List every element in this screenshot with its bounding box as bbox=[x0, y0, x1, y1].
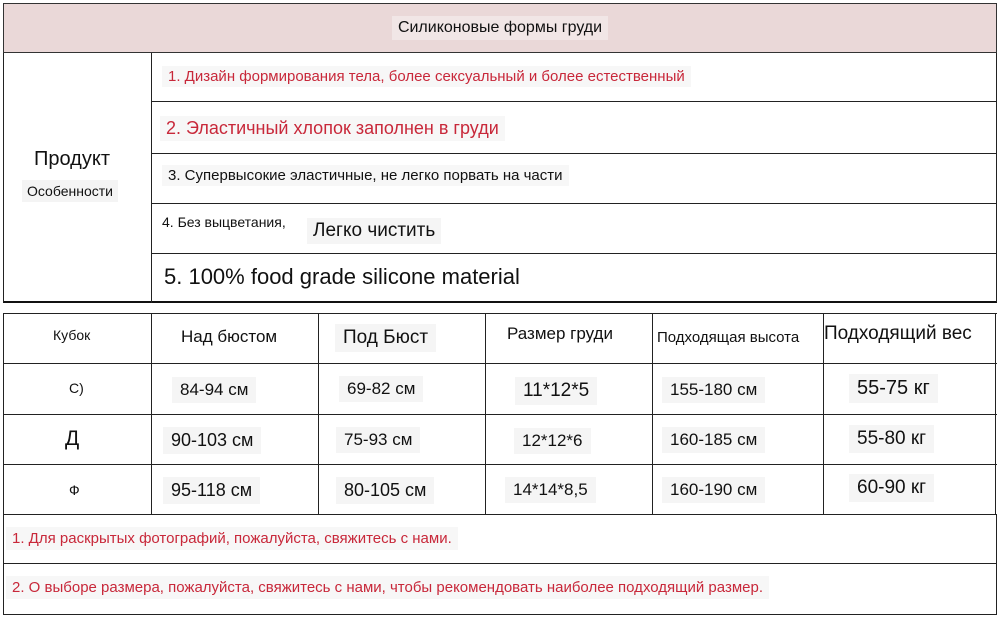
note-2: 2. О выборе размера, пожалуйста, свяжитесь с нами, чтобы рекомендовать наиболее подходящий размер. bbox=[6, 576, 769, 599]
table-cell: 75-93 см bbox=[336, 427, 420, 453]
feature-4: 4. Без выцветания, bbox=[162, 214, 286, 230]
table-line bbox=[3, 313, 4, 515]
table-header-cell: Под Бюст bbox=[335, 324, 436, 352]
table-cell: 55-80 кг bbox=[849, 425, 934, 453]
table-header-cell: Подходящая высота bbox=[657, 329, 800, 346]
feature-divider bbox=[151, 203, 997, 204]
title-bar bbox=[3, 3, 997, 53]
feature-4-suffix: Легко чистить bbox=[307, 218, 441, 244]
table-cell: 55-75 кг bbox=[849, 374, 938, 403]
table-cell: 14*14*8,5 bbox=[505, 477, 596, 503]
table-header-cell: Подходящий вес bbox=[824, 323, 972, 344]
table-cell: С) bbox=[69, 380, 84, 396]
feature-divider bbox=[151, 253, 997, 254]
table-line bbox=[151, 313, 152, 515]
table-cell: 155-180 см bbox=[662, 377, 765, 403]
table-cell: 69-82 см bbox=[339, 376, 423, 402]
table-cell: 160-185 см bbox=[662, 427, 765, 453]
feature-divider bbox=[151, 153, 997, 154]
table-line bbox=[485, 313, 486, 515]
table-line bbox=[652, 313, 653, 515]
table-cell: Ф bbox=[69, 482, 80, 498]
table-cell: Д bbox=[65, 427, 80, 450]
feature-3: 3. Супервысокие эластичные, не легко порвать на части bbox=[162, 165, 569, 186]
table-cell: 80-105 см bbox=[336, 477, 434, 504]
table-cell: 84-94 см bbox=[172, 377, 256, 403]
table-header-cell: Над бюстом bbox=[181, 327, 278, 346]
page-title: Силиконовые формы груди bbox=[392, 16, 608, 40]
table-line bbox=[318, 313, 319, 515]
table-header-cell: Размер груди bbox=[507, 324, 613, 343]
table-cell: 60-90 кг bbox=[849, 474, 934, 502]
table-line bbox=[3, 464, 997, 465]
table-cell: 11*12*5 bbox=[515, 377, 597, 405]
table-cell: 12*12*6 bbox=[514, 428, 591, 454]
table-line bbox=[995, 313, 996, 515]
features-label-main: Продукт bbox=[34, 148, 110, 170]
table-cell: 160-190 см bbox=[662, 477, 765, 503]
notes-divider bbox=[3, 563, 997, 564]
table-cell: 95-118 см bbox=[163, 477, 260, 504]
features-label-column bbox=[3, 53, 152, 303]
size-table bbox=[3, 313, 997, 515]
feature-divider bbox=[151, 101, 997, 102]
feature-1: 1. Дизайн формирования тела, более сексуальный и более естественный bbox=[162, 66, 691, 87]
table-header-cell: Кубок bbox=[53, 327, 91, 343]
features-label-sub: Особенности bbox=[22, 180, 118, 202]
note-1: 1. Для раскрытых фотографий, пожалуйста, свяжитесь с нами. bbox=[6, 527, 458, 550]
feature-2: 2. Эластичный хлопок заполнен в груди bbox=[160, 116, 505, 141]
feature-5: 5. 100% food grade silicone material bbox=[164, 264, 520, 289]
table-line bbox=[3, 313, 997, 314]
table-cell: 90-103 см bbox=[163, 427, 261, 454]
table-line bbox=[3, 363, 997, 364]
table-line bbox=[3, 414, 997, 415]
